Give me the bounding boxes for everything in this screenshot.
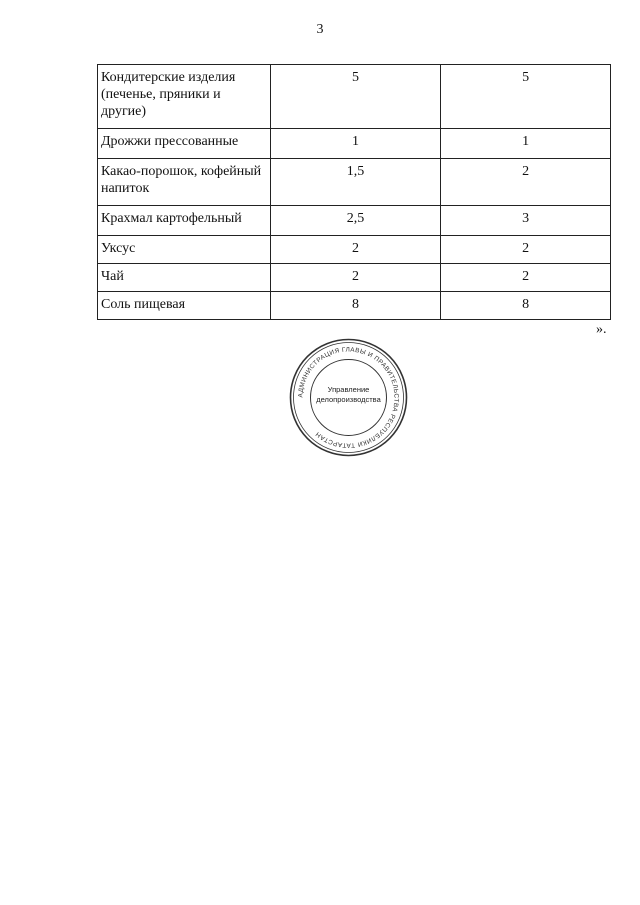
product-name: Кондитерские изделия (печенье, пряники и другие) xyxy=(98,65,271,129)
product-name: Уксус xyxy=(98,236,271,264)
product-name: Дрожжи прессованные xyxy=(98,129,271,159)
official-stamp xyxy=(286,335,411,460)
value-col1: 2 xyxy=(270,264,440,292)
value-col1: 5 xyxy=(270,65,440,129)
page-number: 3 xyxy=(316,22,324,37)
value-col2: 2 xyxy=(441,264,611,292)
table-row xyxy=(98,236,611,264)
table-row xyxy=(98,264,611,292)
value-col1: 2 xyxy=(270,236,440,264)
product-name: Какао-порошок, кофейный напиток xyxy=(98,159,271,206)
value-col2: 3 xyxy=(441,206,611,236)
value-col2: 2 xyxy=(441,159,611,206)
table-row xyxy=(98,65,611,129)
value-col2: 8 xyxy=(441,292,611,320)
product-name: Крахмал картофельный xyxy=(98,206,271,236)
value-col2: 2 xyxy=(441,236,611,264)
value-col2: 1 xyxy=(441,129,611,159)
table-row xyxy=(98,159,611,206)
closing-quote: ». xyxy=(596,322,607,337)
table-row xyxy=(98,206,611,236)
value-col2: 5 xyxy=(441,65,611,129)
value-col1: 2,5 xyxy=(270,206,440,236)
norms-table xyxy=(97,64,611,320)
stamp-center-line1: Управление xyxy=(327,385,370,394)
table-row xyxy=(98,292,611,320)
stamp-center-line2: делопроизводства xyxy=(316,395,381,404)
value-col1: 1 xyxy=(270,129,440,159)
value-col1: 1,5 xyxy=(270,159,440,206)
product-name: Чай xyxy=(98,264,271,292)
table-row xyxy=(98,129,611,159)
stamp-ring-text: АДМИНИСТРАЦИЯ ГЛАВЫ И ПРАВИТЕЛЬСТВА РЕСПУБЛИКИ ТАТАРСТАН xyxy=(297,346,400,449)
product-name: Соль пищевая xyxy=(98,292,271,320)
value-col1: 8 xyxy=(270,292,440,320)
